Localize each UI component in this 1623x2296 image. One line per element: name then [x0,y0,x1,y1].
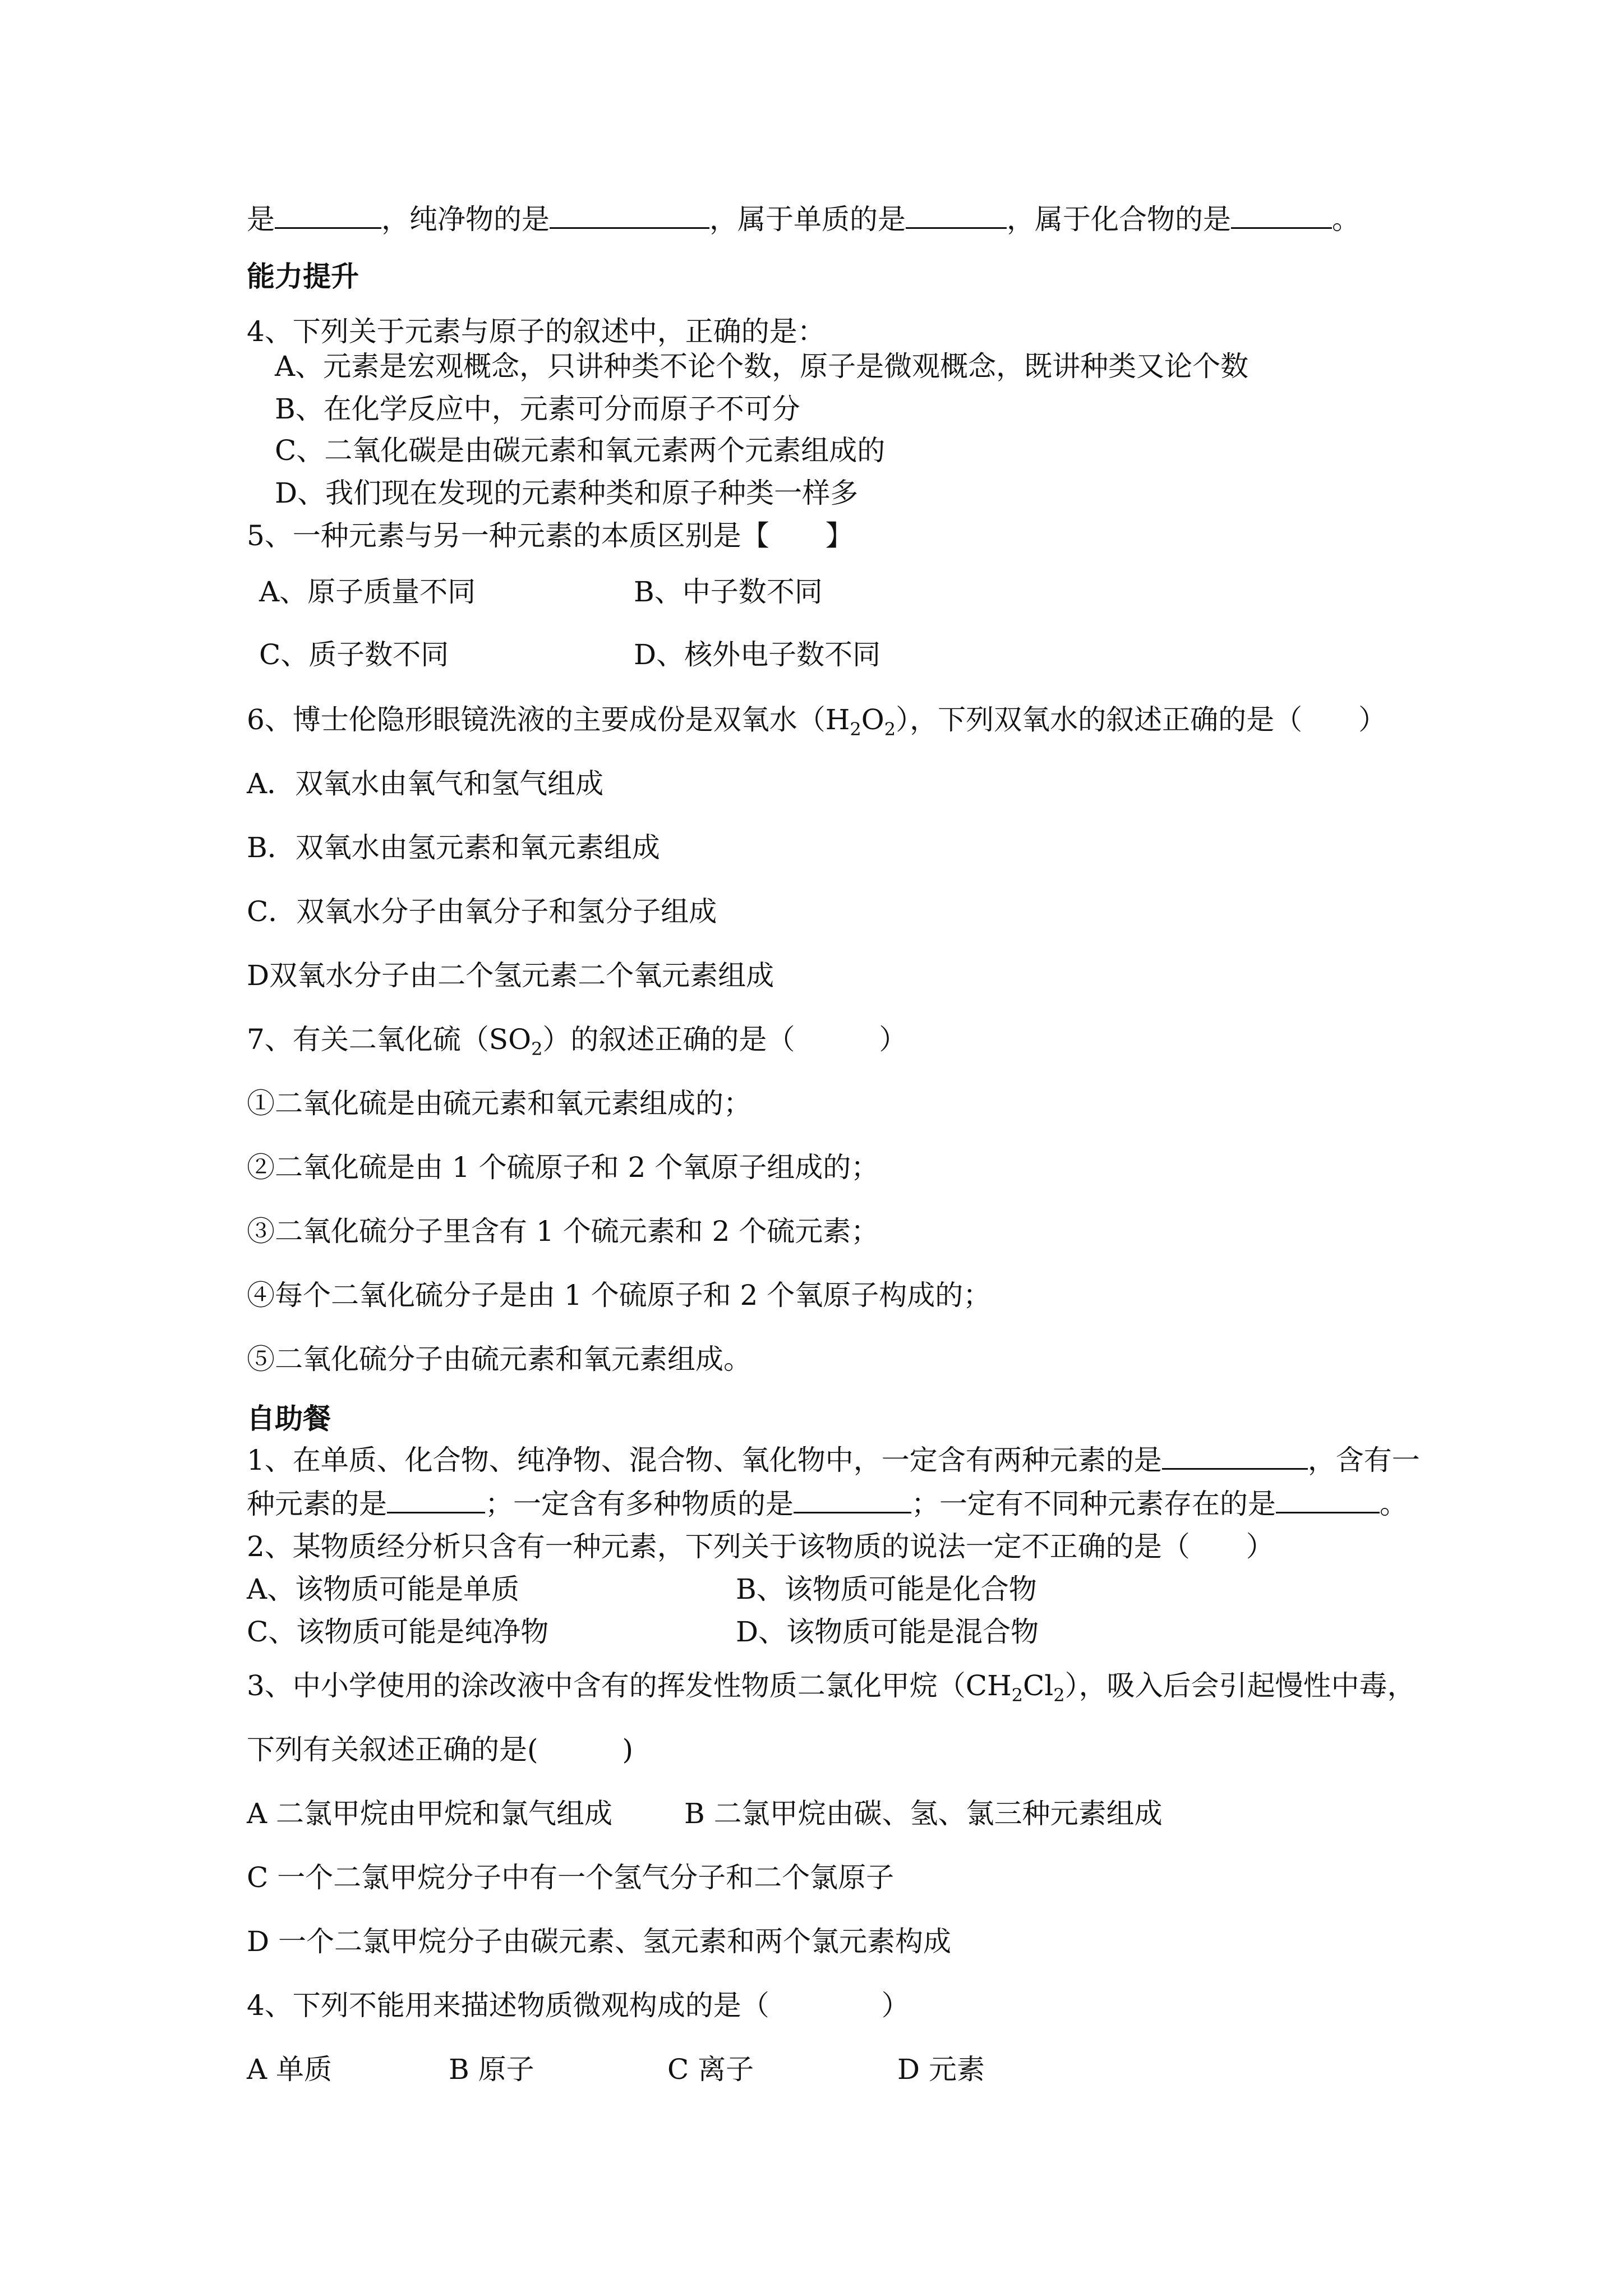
s3-option-c: C 一个二氯甲烷分子中有一个氢气分子和二个氯原子 [247,1861,895,1894]
s1-line-1: 1、在单质、化合物、纯净物、混合物、氧化物中，一定含有两种元素的是 ，含有一 [247,1442,1420,1479]
section-heading-ability: 能力提升 [247,260,359,293]
s3-stem: 3、中小学使用的涂改液中含有的挥发性物质二氯化甲烷$(CH_2Cl_2)$，吸入后会引起慢性中毒， [247,1669,1415,1706]
s2-option-c: C、该物质可能是纯净物 [247,1616,549,1648]
section-heading-buffet: 自助餐 [247,1402,331,1435]
q7-statement-3: ③二氧化硫分子里含有 1 个硫元素和 2 个硫元素； [247,1215,879,1248]
blank [1276,1486,1380,1513]
intro-line [247,201,1360,238]
q7-stem: 7、有关二氧化硫$(SO_2)$的叙述正确的是（ ） [247,1023,907,1060]
q6-option-c: C．双氧水分子由氧分子和氢分子组成 [247,895,717,928]
s4-option-b: B 原子 [449,2053,534,2086]
blank [550,201,709,229]
q5-option-c: C、质子数不同 [259,638,449,671]
q4-option-a: A、元素是宏观概念，只讲种类不论个数，原子是微观概念，既讲种类又论个数 [275,350,1249,383]
intro-text-4: ，属于化合物的是 [1007,203,1231,236]
q4-option-b: B、在化学反应中，元素可分而原子不可分 [275,393,800,425]
blank [906,201,1007,229]
q6-option-b: B．双氧水由氢元素和氧元素组成 [247,831,660,864]
q4-stem: 4、下列关于元素与原子的叙述中，正确的是： [247,315,826,348]
q7-statement-4: ④每个二氧化硫分子是由 1 个硫原子和 2 个氧原子构成的； [247,1279,992,1312]
s1-line-2: 种元素的是 ；一定含有多种物质的是 ；一定有不同种元素存在的是 。 [247,1485,1408,1522]
q7-statement-5: ⑤二氧化硫分子由硫元素和氧元素组成。 [247,1343,751,1375]
s2-stem: 2、某物质经分析只含有一种元素，下列关于该物质的说法一定不正确的是（ ） [247,1530,1274,1563]
q5-option-d: D、核外电子数不同 [634,638,881,671]
q6-option-d: D双氧水分子由二个氢元素二个氧元素组成 [247,959,774,992]
q6-stem: 6、博士伦隐形眼镜洗液的主要成份是双氧水$(H_2O_2)$，下列双氧水的叙述正确的是（ ） [247,703,1387,740]
s3-stem-cont: 下列有关叙述正确的是( ) [247,1733,634,1766]
q7-statement-2: ②二氧化硫是由 1 个硫原子和 2 个氧原子组成的； [247,1151,879,1184]
s2-option-b: B、该物质可能是化合物 [736,1573,1037,1605]
blank [387,1486,485,1513]
q7-statement-1: ①二氧化硫是由硫元素和氧元素组成的； [247,1087,751,1120]
blank [1231,201,1332,229]
s3-option-b: B 二氯甲烷由碳、氢、氯三种元素组成 [684,1797,1163,1830]
q4-option-d: D、我们现在发现的元素种类和原子种类一样多 [275,477,859,509]
s3-option-d: D 一个二氯甲烷分子由碳元素、氢元素和两个氯元素构成 [247,1925,951,1958]
intro-text-3: ，属于单质的是 [709,203,906,236]
q4-option-c: C、二氧化碳是由碳元素和氧元素两个元素组成的 [275,434,886,467]
q6-option-a: A．双氧水由氧气和氢气组成 [247,767,604,800]
q5-option-a: A、原子质量不同 [259,576,476,608]
blank [1162,1442,1308,1470]
s2-option-d: D、该物质可能是混合物 [736,1616,1039,1648]
blank [275,201,381,229]
intro-text-1: 是 [247,203,275,236]
blank [794,1486,911,1513]
s4-stem: 4、下列不能用来描述物质微观构成的是（ ） [247,1989,910,2022]
q5-option-b: B、中子数不同 [634,576,823,608]
s4-option-a: A 单质 [247,2053,333,2086]
s4-option-d: D 元素 [897,2053,985,2086]
s2-option-a: A、该物质可能是单质 [247,1573,520,1605]
intro-text-2: ，纯净物的是 [381,203,550,236]
intro-text-5: 。 [1332,203,1360,236]
s4-option-c: C 离子 [667,2053,754,2086]
s3-option-a: A 二氯甲烷由甲烷和氯气组成 [247,1797,613,1830]
q5-stem: 5、一种元素与另一种元素的本质区别是【 】 [247,519,854,552]
